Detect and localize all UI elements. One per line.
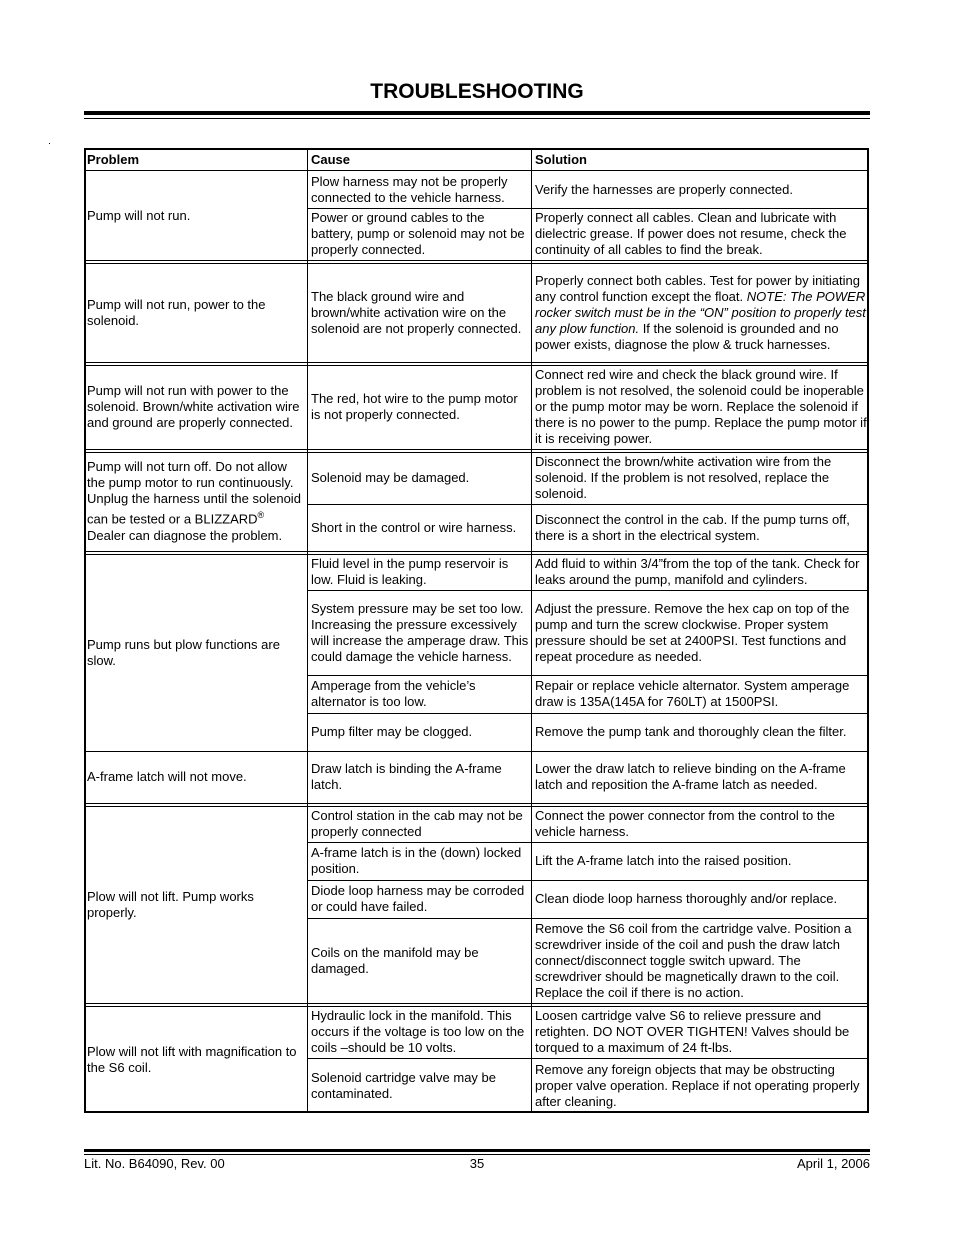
row-divider <box>308 880 869 881</box>
cause-cell: The red, hot wire to the pump motor is not properly connected. <box>311 391 518 422</box>
solution-cell: Remove any foreign objects that may be obstructing proper valve operation. Replace if not operating properly after cleaning. <box>535 1061 860 1109</box>
solution-cell: Connect red wire and check the black ground wire. If problem is not resolved, the solenoid could be inoperable or the pump motor may be worn. Replace the solenoid if there is no power to the pump. Replace the pump motor if it is receiving power. <box>535 367 867 446</box>
row-divider <box>308 590 869 591</box>
group-divider <box>84 260 869 261</box>
problem-cell: Pump will not run with power to the solenoid. Brown/white activation wire and ground are properly connected. <box>87 383 300 430</box>
header-cause: Cause <box>311 151 351 167</box>
cause-cell: Draw latch is binding the A-frame latch. <box>311 761 502 792</box>
margin-mark <box>49 143 50 144</box>
group-divider <box>84 751 869 752</box>
troubleshooting-table <box>84 148 869 1113</box>
problem-cell: Plow will not lift. Pump works properly. <box>87 888 254 920</box>
row-divider <box>308 208 869 209</box>
solution-cell: Verify the harnesses are properly connected. <box>535 181 793 197</box>
cause-cell: Hydraulic lock in the manifold. This occurs if the voltage is too low on the coils –should be 10 volts. <box>311 1008 525 1055</box>
group-divider <box>84 803 869 804</box>
solution-cell: Disconnect the control in the cab. If the pump turns off, there is a short in the electrical system. <box>535 511 850 543</box>
row-divider <box>308 1058 869 1059</box>
solution-cell: Connect the power connector from the control to the vehicle harness. <box>535 808 835 839</box>
solution-cell: Remove the S6 coil from the cartridge valve. Position a screwdriver inside of the coil and push the draw latch connect/disconnect toggle switch upward. The screwdriver should be magnetically drawn to the coil. Replace the coil if there is no action. <box>535 920 852 1000</box>
row-divider <box>308 842 869 843</box>
solution-cell: Properly connect all cables. Clean and lubricate with dielectric grease. If power does not resume, check the continuity of all cables to find the break. <box>535 210 847 257</box>
group-divider <box>84 452 869 453</box>
cause-cell: The black ground wire and brown/white activation wire on the solenoid are not properly connected. <box>311 288 522 336</box>
cause-cell: Amperage from the vehicle’s alternator is too low. <box>311 678 476 709</box>
group-divider <box>84 362 869 363</box>
registered-mark: ® <box>257 510 265 521</box>
problem-cell: Pump runs but plow functions are slow. <box>87 636 280 668</box>
solution-cell: Remove the pump tank and thoroughly clean the filter. <box>535 724 847 739</box>
cause-cell: Power or ground cables to the battery, pump or solenoid may not be properly connected. <box>311 210 525 257</box>
row-divider <box>308 918 869 919</box>
problem-cell: A-frame latch will not move. <box>87 769 247 784</box>
solution-cell: Lift the A-frame latch into the raised position. <box>535 853 792 868</box>
row-divider <box>308 713 869 714</box>
cause-cell: Solenoid cartridge valve may be contaminated. <box>311 1069 496 1101</box>
group-divider <box>84 1003 869 1004</box>
cause-cell: Diode loop harness may be corroded or could have failed. <box>311 883 525 914</box>
cause-cell: Coils on the manifold may be damaged. <box>311 944 479 976</box>
header-rule-thick <box>84 111 870 115</box>
group-divider <box>84 554 869 555</box>
group-divider <box>84 449 869 450</box>
problem-cell: Pump will not run. <box>87 207 191 223</box>
solution-cell: Lower the draw latch to relieve binding on the A-frame latch and reposition the A-frame latch as needed. <box>535 761 846 792</box>
table-border <box>867 148 869 1113</box>
group-divider <box>84 365 869 366</box>
solution-cell: Repair or replace vehicle alternator. System amperage draw is 135A(145A for 760LT) at 1500PSI. <box>535 678 850 709</box>
group-divider <box>84 1006 869 1007</box>
cause-cell: System pressure may be set too low. Increasing the pressure excessively will increase the amperage draw. This could damage the vehicle harness. <box>311 600 529 664</box>
column-divider <box>307 148 308 1113</box>
problem-cell: Pump will not turn off. Do not allow the pump motor to run continuously. Unplug the harness until the solenoid can be tested or a BLIZZARD® Dealer can diagnose the problem. <box>87 459 301 543</box>
header-solution: Solution <box>535 151 587 167</box>
header-problem: Problem <box>87 151 140 167</box>
solution-cell: Properly connect both cables. Test for power by initiating any control function except the float. NOTE: The POWER rocker switch must be in the “ON” position to properly test any plow function. If the solenoid is grounded and no power exists, diagnose the plow & truck harnesses. <box>535 272 866 352</box>
solution-cell: Adjust the pressure. Remove the hex cap on top of the pump and turn the screw clockwise. Proper system pressure should be set at 2400PSI. Test functions and repeat procedure as needed. <box>535 600 850 664</box>
solution-cell: Add fluid to within 3/4”from the top of the tank. Check for leaks around the pump, manifold and cylinders. <box>535 556 860 587</box>
row-divider <box>308 675 869 676</box>
table-border <box>84 148 86 1113</box>
header-rule-thin <box>84 118 870 119</box>
problem-cell: Plow will not lift with magnification to the S6 coil. <box>87 1043 297 1075</box>
row-divider <box>84 170 869 171</box>
group-divider <box>84 551 869 552</box>
footer-date: April 1, 2006 <box>797 1156 870 1171</box>
cause-cell: Fluid level in the pump reservoir is low. Fluid is leaking. <box>311 556 509 587</box>
footer-page-number: 35 <box>469 1156 485 1171</box>
footer-rule-thin <box>84 1154 870 1155</box>
cause-cell: Plow harness may not be properly connected to the vehicle harness. <box>311 173 508 205</box>
table-border <box>84 148 869 150</box>
group-divider <box>84 806 869 807</box>
footer-lit-number: Lit. No. B64090, Rev. 00 <box>84 1156 225 1171</box>
cause-cell: Pump filter may be clogged. <box>311 724 473 739</box>
cause-cell: Short in the control or wire harness. <box>311 519 517 535</box>
page-title: TROUBLESHOOTING <box>370 80 584 103</box>
group-divider <box>84 263 869 264</box>
solution-cell: Loosen cartridge valve S6 to relieve pressure and retighten. DO NOT OVER TIGHTEN! Valves should be torqued to a maximum of 24 ft-lbs. <box>535 1008 850 1055</box>
cause-cell: A-frame latch is in the (down) locked position. <box>311 845 522 876</box>
footer-rule-thick <box>84 1149 870 1152</box>
cause-cell: Control station in the cab may not be properly connected <box>311 808 523 839</box>
solution-cell: Clean diode loop harness thoroughly and/or replace. <box>535 891 838 906</box>
solution-note: NOTE: The POWER rocker switch must be in the “ON” position to properly test any plow function. <box>535 288 866 336</box>
table-border <box>84 1111 869 1113</box>
row-divider <box>308 504 869 505</box>
problem-cell: Pump will not run, power to the solenoid. <box>87 296 266 328</box>
cause-cell: Solenoid may be damaged. <box>311 470 470 485</box>
column-divider <box>531 148 532 1113</box>
solution-cell: Disconnect the brown/white activation wire from the solenoid. If the problem is not resolved, replace the solenoid. <box>535 454 832 501</box>
